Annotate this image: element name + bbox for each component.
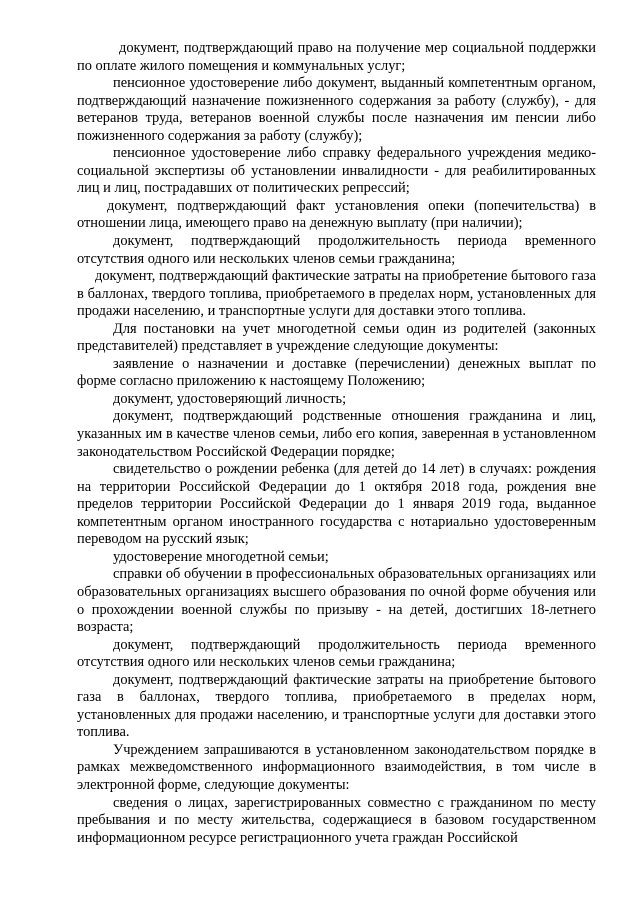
paragraph-temporary-absence-document-2: документ, подтверждающий продолжительность периода временного отсутствия одного или нескольких членов семьи гражданина; [77,636,596,671]
paragraph-birth-certificate: свидетельство о рождении ребенка (для детей до 14 лет) в случаях: рождения на территории Российской Федерации до 1 октября 2018 года, рождения вне пределов территории Российской Федерации до 1 января 2019 года, выданное компетентным органом иностранного государства с нотариально удостоверенным переводом на русский язык; [77,461,596,548]
paragraph-pension-certificate-veterans: пенсионное удостоверение либо документ, выданный компетентным органом, подтверждающий назначение пожизненного содержания за работу (службу), - для ветеранов труда, ветеранов военной службы после назначения им пенсии либо пожизненного содержания за работу (службу); [77,75,596,144]
paragraph-fuel-expenses-document-2: документ, подтверждающий фактические затраты на приобретение бытового газа в баллонах, твердого топлива, приобретаемого в пределах норм, установленных для продажи населению, и транспортные услуги для доставки этого топлива. [77,671,596,741]
paragraph-registration-info: сведения о лицах, зарегистрированных совместно с гражданином по месту пребывания и по месту жительства, содержащиеся в базовом государственном информационном ресурсе регистрационного учета граждан Российской [77,794,596,846]
paragraph-temporary-absence-document: документ, подтверждающий продолжительность периода временного отсутствия одного или нескольких членов семьи гражданина; [77,233,596,267]
paragraph-interagency-requests-intro: Учреждением запрашиваются в установленном законодательством порядке в рамках межведомственного информационного взаимодействия, в том числе в электронной форме, следующие документы: [77,741,596,793]
paragraph-housing-support-document: документ, подтверждающий право на получение мер социальной поддержки по оплате жилого помещения и коммунальных услуг; [77,40,596,74]
paragraph-large-family-certificate: удостоверение многодетной семьи; [113,548,329,565]
paragraph-identity-document: документ, удостоверяющий личность; [113,390,347,407]
paragraph-large-family-registration-intro: Для постановки на учет многодетной семьи один из родителей (законных представителей) представляет в учреждение следующие документы: [77,320,596,355]
paragraph-pension-certificate-rehabilitated: пенсионное удостоверение либо справку федерального учреждения медико-социальной экспертизы об установлении инвалидности - для реабилитированных лиц и лиц, пострадавших от политических репрессий; [77,145,596,197]
document-body [77,40,596,847]
paragraph-kinship-document: документ, подтверждающий родственные отношения гражданина и лиц, указанных им в качестве членов семьи, либо его копия, заверенная в установленном законодательством Российской Федерации порядке; [77,408,596,460]
paragraph-application-form: заявление о назначении и доставке (перечислении) денежных выплат по форме согласно приложению к настоящему Положению; [77,355,596,390]
paragraph-fuel-expenses-document: документ, подтверждающий фактические затраты на приобретение бытового газа в баллонах, твердого топлива, приобретаемого в пределах норм, установленных для продажи населению, и транспортные услуги для доставки этого топлива. [77,268,596,320]
paragraph-education-certificates: справки об обучении в профессиональных образовательных организациях или образовательных организациях высшего образования по очной форме обучения или о прохождении военной службы по призыву - на детей, достигших 18-летнего возраста; [77,566,596,636]
paragraph-guardianship-document: документ, подтверждающий факт установления опеки (попечительства) в отношении лица, имеющего право на денежную выплату (при наличии); [77,197,596,232]
